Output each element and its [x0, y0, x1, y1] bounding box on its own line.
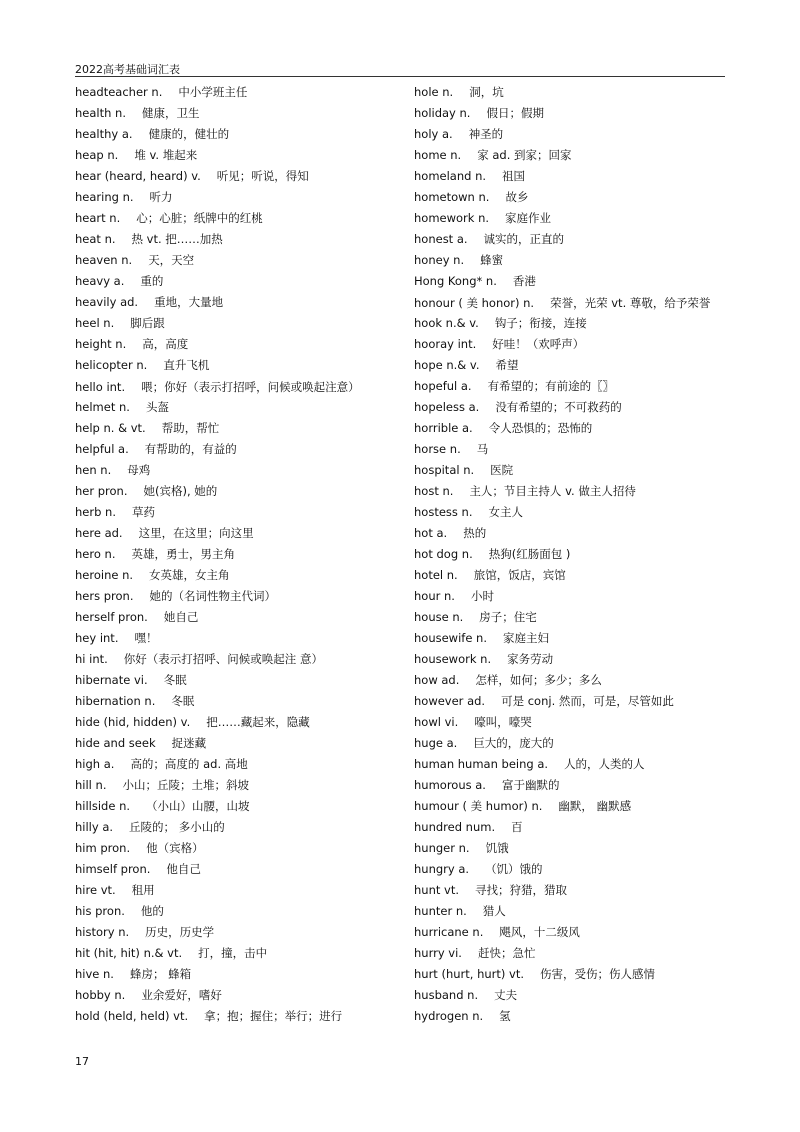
vocab-entry [414, 418, 729, 439]
vocab-meaning: 你好（表示打招呼、问候或唤起注 意） [123, 652, 323, 666]
vocab-entry [414, 124, 729, 145]
vocab-entry [75, 922, 375, 943]
vocab-meaning: 中小学班主任 [178, 85, 248, 99]
vocab-headword: hurricane n. [414, 925, 484, 939]
vocab-meaning: 天，天空 [148, 253, 195, 267]
vocab-meaning: 诚实的，正直的 [483, 232, 565, 246]
vocab-headword: heaven n. [75, 253, 133, 267]
vocab-entry [75, 565, 375, 586]
vocab-meaning: 英雄，勇士，男主角 [131, 547, 235, 561]
vocab-entry [414, 439, 729, 460]
vocab-headword: hour n. [414, 589, 455, 603]
vocab-meaning: 有帮助的，有益的 [144, 442, 237, 456]
vocab-entry [414, 145, 729, 166]
vocab-entry [75, 439, 375, 460]
vocab-entry [414, 775, 729, 796]
page-number: 17 [75, 1055, 89, 1068]
vocab-entry [414, 460, 729, 481]
vocab-entry [414, 82, 729, 103]
vocab-headword: homework n. [414, 211, 490, 225]
vocab-entry [414, 523, 729, 544]
vocab-meaning: 祖国 [502, 169, 526, 183]
vocab-entry [75, 292, 375, 313]
vocab-entry [414, 292, 729, 313]
vocab-meaning: 主人；节目主持人 v. 做主人招待 [469, 484, 636, 498]
vocab-headword: hello int. [75, 380, 126, 394]
vocab-meaning: 旅馆，饭店，宾馆 [473, 568, 566, 582]
vocab-meaning: 医院 [490, 463, 514, 477]
vocab-headword: hearing n. [75, 190, 134, 204]
vocab-meaning: 有希望的；有前途的〖〗 [487, 379, 615, 393]
vocab-headword: hilly a. [75, 820, 114, 834]
vocab-entry [75, 397, 375, 418]
vocab-meaning: 头盔 [145, 400, 169, 414]
vocab-meaning: 嚎叫，嚎哭 [474, 715, 532, 729]
vocab-meaning: 假日；假期 [486, 106, 544, 120]
vocab-headword: hometown n. [414, 190, 490, 204]
vocab-entry [75, 544, 375, 565]
vocab-entry [414, 796, 729, 817]
vocab-headword: hold (held, held) vt. [75, 1009, 189, 1023]
vocab-headword: hook n.& v. [414, 316, 479, 330]
vocab-meaning: 听见；听说，得知 [216, 169, 309, 183]
vocab-meaning: 这里，在这里；向这里 [138, 526, 254, 540]
vocab-headword: huge a. [414, 736, 458, 750]
vocab-headword: humour ( 美 humor) n. [414, 799, 543, 813]
vocab-headword: Hong Kong* n. [414, 274, 497, 288]
vocab-entry [75, 901, 375, 922]
vocab-meaning: 嘿！ [134, 631, 158, 645]
vocab-meaning: 百 [511, 820, 523, 834]
vocab-entry [75, 1006, 375, 1027]
vocab-headword: hungry a. [414, 862, 470, 876]
vocab-entry [414, 712, 729, 733]
vocab-headword: host n. [414, 484, 454, 498]
vocab-entry [75, 712, 375, 733]
vocab-meaning: 喂；你好（表示打招呼，问候或唤起注意） [141, 380, 360, 394]
vocab-headword: his pron. [75, 904, 125, 918]
vocab-meaning: 脚后跟 [130, 316, 165, 330]
vocab-meaning: 健康，卫生 [142, 106, 200, 120]
vocab-meaning: （小山）山腰，山坡 [146, 799, 250, 813]
vocab-entry [75, 166, 375, 187]
header-divider [75, 76, 725, 77]
vocab-meaning: 房子；住宅 [479, 610, 537, 624]
vocab-headword: hotel n. [414, 568, 458, 582]
vocab-meaning: （饥）饿的 [485, 862, 543, 876]
vocab-meaning: 热的 [463, 526, 487, 540]
vocab-headword: headteacher n. [75, 85, 163, 99]
vocab-entry [75, 859, 375, 880]
vocab-meaning: 家庭作业 [505, 211, 552, 225]
vocab-headword: hydrogen n. [414, 1009, 484, 1023]
vocab-headword: himself pron. [75, 862, 151, 876]
vocab-entry [75, 229, 375, 250]
vocab-entry [414, 313, 729, 334]
vocab-meaning: 氢 [499, 1009, 511, 1023]
vocab-meaning: 富于幽默的 [501, 778, 560, 792]
vocab-headword: however ad. [414, 694, 486, 708]
vocab-entry [75, 208, 375, 229]
vocab-meaning: 草药 [132, 505, 155, 519]
vocab-headword: hillside n. [75, 799, 131, 813]
vocab-meaning: 马 [476, 442, 489, 456]
vocab-entry [414, 985, 729, 1006]
vocab-headword: hibernation n. [75, 694, 156, 708]
vocab-meaning: 寻找；狩猎，猎取 [475, 883, 568, 897]
vocab-headword: heavy a. [75, 274, 125, 288]
vocab-headword: hit (hit, hit) n.& vt. [75, 946, 183, 960]
vocab-meaning: 捉迷藏 [171, 736, 207, 750]
vocab-headword: hopeful a. [414, 379, 472, 393]
vocab-entry [75, 103, 375, 124]
vocab-meaning: 听力 [149, 190, 173, 204]
vocab-meaning: 租用 [131, 883, 155, 897]
vocab-headword: hunger n. [414, 841, 470, 855]
vocab-meaning: 希望 [495, 358, 519, 372]
vocab-meaning: 她的（名词性物主代词） [149, 589, 276, 603]
vocab-headword: hen n. [75, 463, 112, 477]
vocab-entry [75, 376, 375, 397]
vocab-meaning: 香港 [512, 274, 536, 288]
vocab-entry [75, 817, 375, 838]
vocab-headword: helpful a. [75, 442, 129, 456]
vocab-meaning: 他（宾格） [146, 841, 204, 855]
vocab-meaning: 可是 conj. 然而，可是，尽管如此 [501, 694, 674, 708]
vocab-meaning: 赶快；急忙 [477, 946, 536, 960]
vocab-meaning: 钩子；衔接，连接 [494, 316, 587, 330]
vocab-entry [75, 964, 375, 985]
page-header-title: 2022高考基础词汇表 [75, 63, 180, 76]
vocab-entry [75, 628, 375, 649]
vocab-meaning: 令人恐惧的；恐怖的 [488, 421, 593, 435]
vocab-meaning: 历史，历史学 [145, 925, 215, 939]
vocab-headword: herself pron. [75, 610, 148, 624]
vocab-entry [414, 943, 729, 964]
vocab-meaning: 小山；丘陵；土堆；斜坡 [122, 778, 249, 792]
vocab-meaning: 荣誉，光荣 vt. 尊敬，给予荣誉 [550, 296, 711, 310]
vocab-entry [75, 82, 375, 103]
vocab-entry [75, 523, 375, 544]
vocab-entry [414, 859, 729, 880]
vocab-entry [414, 103, 729, 124]
vocab-headword: him pron. [75, 841, 131, 855]
vocab-entry [75, 838, 375, 859]
vocab-headword: heroine n. [75, 568, 134, 582]
vocab-meaning: 人的，人类的人 [564, 757, 645, 771]
vocab-headword: holy a. [414, 127, 453, 141]
vocab-entry [414, 922, 729, 943]
vocab-entry [75, 187, 375, 208]
vocab-entry [414, 334, 729, 355]
vocab-headword: howl vi. [414, 715, 459, 729]
vocab-entry [414, 838, 729, 859]
vocab-entry [75, 313, 375, 334]
vocab-meaning: 好哇！（欢呼声） [492, 337, 585, 351]
vocab-headword: hospital n. [414, 463, 475, 477]
vocab-meaning: 小时 [470, 589, 494, 603]
vocab-entry [414, 649, 729, 670]
vocab-entry [75, 481, 375, 502]
vocab-meaning: 拿；抱；握住；举行；进行 [204, 1009, 343, 1023]
vocab-meaning: 怎样，如何；多少；多么 [475, 673, 602, 687]
vocab-headword: humorous a. [414, 778, 486, 792]
vocab-entry [75, 943, 375, 964]
vocab-headword: hurt (hurt, hurt) vt. [414, 967, 525, 981]
vocab-meaning: 蜂蜜 [480, 253, 504, 267]
vocab-entry [75, 691, 375, 712]
vocab-meaning: 重的 [140, 274, 164, 288]
vocab-headword: hide and seek [75, 736, 156, 750]
vocab-meaning: 高，高度 [142, 337, 189, 351]
vocab-entry [414, 880, 729, 901]
vocab-entry [414, 229, 729, 250]
vocab-entry [414, 691, 729, 712]
vocab-meaning: 幽默， 幽默感 [558, 799, 632, 813]
vocab-meaning: 巨大的，庞大的 [473, 736, 554, 750]
vocab-entry [414, 628, 729, 649]
vocab-entry [75, 502, 375, 523]
vocab-meaning: 母鸡 [127, 463, 151, 477]
vocab-entry [414, 817, 729, 838]
vocab-headword: housewife n. [414, 631, 488, 645]
vocab-entry [414, 565, 729, 586]
vocab-headword: hooray int. [414, 337, 477, 351]
vocab-headword: homeland n. [414, 169, 487, 183]
vocab-meaning: 热 vt. 把……加热 [131, 232, 223, 246]
left-word-column [75, 82, 375, 1027]
vocab-meaning: 堆 v. 堆起来 [134, 148, 198, 162]
vocab-meaning: 洞，坑 [469, 85, 504, 99]
vocab-meaning: 他自己 [166, 862, 201, 876]
vocab-meaning: 他的 [140, 904, 164, 918]
vocab-meaning: 女主人 [488, 505, 523, 519]
vocab-headword: height n. [75, 337, 127, 351]
vocab-entry [414, 355, 729, 376]
vocab-entry [414, 586, 729, 607]
vocab-headword: helicopter n. [75, 358, 148, 372]
vocab-meaning: 直升飞机 [163, 358, 210, 372]
vocab-entry [75, 733, 375, 754]
vocab-headword: hear (heard, heard) v. [75, 169, 201, 183]
vocab-headword: her pron. [75, 484, 128, 498]
vocab-meaning: 伤害，受伤；伤人感情 [540, 967, 656, 981]
vocab-headword: honey n. [414, 253, 465, 267]
vocab-headword: hive n. [75, 967, 114, 981]
vocab-meaning: 高的；高度的 ad. 高地 [130, 757, 248, 771]
vocab-meaning: 飓风，十二级风 [499, 925, 580, 939]
vocab-meaning: 家务劳动 [507, 652, 554, 666]
vocab-headword: holiday n. [414, 106, 471, 120]
vocab-headword: healthy a. [75, 127, 133, 141]
vocab-headword: hi int. [75, 652, 108, 666]
vocab-headword: here ad. [75, 526, 123, 540]
vocab-headword: hobby n. [75, 988, 126, 1002]
vocab-meaning: 丘陵的； 多小山的 [129, 820, 225, 834]
vocab-headword: hire vt. [75, 883, 116, 897]
vocab-entry [414, 607, 729, 628]
vocab-headword: horse n. [414, 442, 461, 456]
vocab-meaning: 她(宾格), 她的 [143, 484, 218, 498]
vocab-headword: health n. [75, 106, 127, 120]
vocab-headword: husband n. [414, 988, 479, 1002]
vocab-entry [75, 418, 375, 439]
vocab-meaning: 家 ad. 到家；回家 [477, 148, 572, 162]
vocab-meaning: 把……藏起来，隐藏 [206, 715, 310, 729]
vocab-entry [414, 964, 729, 985]
vocab-entry [414, 502, 729, 523]
vocab-entry [414, 271, 729, 292]
vocab-entry [75, 985, 375, 1006]
vocab-entry [414, 544, 729, 565]
vocab-entry [414, 754, 729, 775]
vocab-headword: help n. & vt. [75, 421, 146, 435]
vocab-headword: how ad. [414, 673, 460, 687]
vocab-meaning: 猎人 [482, 904, 506, 918]
vocab-entry [75, 649, 375, 670]
vocab-meaning: 女英雄，女主角 [149, 568, 230, 582]
vocab-headword: hot a. [414, 526, 448, 540]
vocab-headword: heavily ad. [75, 295, 139, 309]
vocab-headword: hurry vi. [414, 946, 462, 960]
vocab-entry [75, 754, 375, 775]
vocab-headword: heart n. [75, 211, 121, 225]
vocab-entry [75, 796, 375, 817]
vocab-entry [75, 670, 375, 691]
vocab-headword: hopeless a. [414, 400, 480, 414]
vocab-entry [75, 607, 375, 628]
vocab-meaning: 心；心脏；纸牌中的红桃 [136, 211, 263, 225]
vocab-meaning: 她自己 [163, 610, 199, 624]
vocab-meaning: 健康的，健壮的 [148, 127, 230, 141]
vocab-entry [414, 481, 729, 502]
vocab-headword: hibernate vi. [75, 673, 148, 687]
right-word-column [414, 82, 729, 1027]
vocab-entry [75, 271, 375, 292]
vocab-headword: house n. [414, 610, 464, 624]
vocab-headword: helmet n. [75, 400, 130, 414]
vocab-headword: heel n. [75, 316, 115, 330]
vocab-meaning: 打，撞，击中 [198, 946, 268, 960]
vocab-headword: high a. [75, 757, 115, 771]
vocab-meaning: 热狗(红肠面包 ) [488, 547, 571, 561]
vocab-headword: horrible a. [414, 421, 473, 435]
vocab-entry [75, 775, 375, 796]
vocab-meaning: 丈夫 [494, 988, 518, 1002]
vocab-entry [75, 460, 375, 481]
vocab-headword: heat n. [75, 232, 116, 246]
vocab-headword: hunt vt. [414, 883, 460, 897]
vocab-headword: hers pron. [75, 589, 134, 603]
vocab-headword: hostess n. [414, 505, 473, 519]
vocab-entry [414, 250, 729, 271]
vocab-headword: human human being a. [414, 757, 549, 771]
vocab-headword: hey int. [75, 631, 119, 645]
vocab-entry [75, 124, 375, 145]
vocab-headword: hero n. [75, 547, 116, 561]
vocab-headword: hundred num. [414, 820, 496, 834]
vocab-meaning: 重地，大量地 [154, 295, 224, 309]
vocab-headword: hunter n. [414, 904, 467, 918]
vocab-headword: herb n. [75, 505, 116, 519]
vocab-meaning: 故乡 [505, 190, 529, 204]
vocab-entry [75, 880, 375, 901]
vocab-entry [75, 250, 375, 271]
vocab-headword: home n. [414, 148, 462, 162]
vocab-meaning: 冬眠 [171, 694, 195, 708]
vocab-headword: hope n.& v. [414, 358, 480, 372]
vocab-entry [75, 355, 375, 376]
vocab-headword: hole n. [414, 85, 454, 99]
vocab-meaning: 业余爱好，嗜好 [141, 988, 222, 1002]
vocab-meaning: 冬眠 [163, 673, 187, 687]
vocab-entry [75, 334, 375, 355]
vocab-entry [414, 187, 729, 208]
vocab-headword: heap n. [75, 148, 119, 162]
vocab-headword: hot dog n. [414, 547, 473, 561]
vocab-meaning: 家庭主妇 [503, 631, 550, 645]
vocab-headword: honour ( 美 honor) n. [414, 296, 535, 310]
vocab-headword: history n. [75, 925, 130, 939]
vocab-meaning: 神圣的 [468, 127, 504, 141]
vocab-meaning: 饥饿 [485, 841, 509, 855]
vocab-headword: hill n. [75, 778, 107, 792]
vocab-meaning: 蜂房； 蜂箱 [129, 967, 192, 981]
vocab-entry [75, 586, 375, 607]
vocab-headword: honest a. [414, 232, 468, 246]
vocab-entry [75, 145, 375, 166]
vocab-entry [414, 397, 729, 418]
vocab-entry [414, 166, 729, 187]
vocab-entry [414, 733, 729, 754]
vocab-entry [414, 376, 729, 397]
vocab-meaning: 帮助，帮忙 [161, 421, 220, 435]
vocab-headword: hide (hid, hidden) v. [75, 715, 191, 729]
vocab-entry [414, 901, 729, 922]
vocab-entry [414, 670, 729, 691]
vocab-entry [414, 208, 729, 229]
vocab-headword: housework n. [414, 652, 492, 666]
vocab-meaning: 没有希望的；不可救药的 [495, 400, 622, 414]
vocab-entry [414, 1006, 729, 1027]
